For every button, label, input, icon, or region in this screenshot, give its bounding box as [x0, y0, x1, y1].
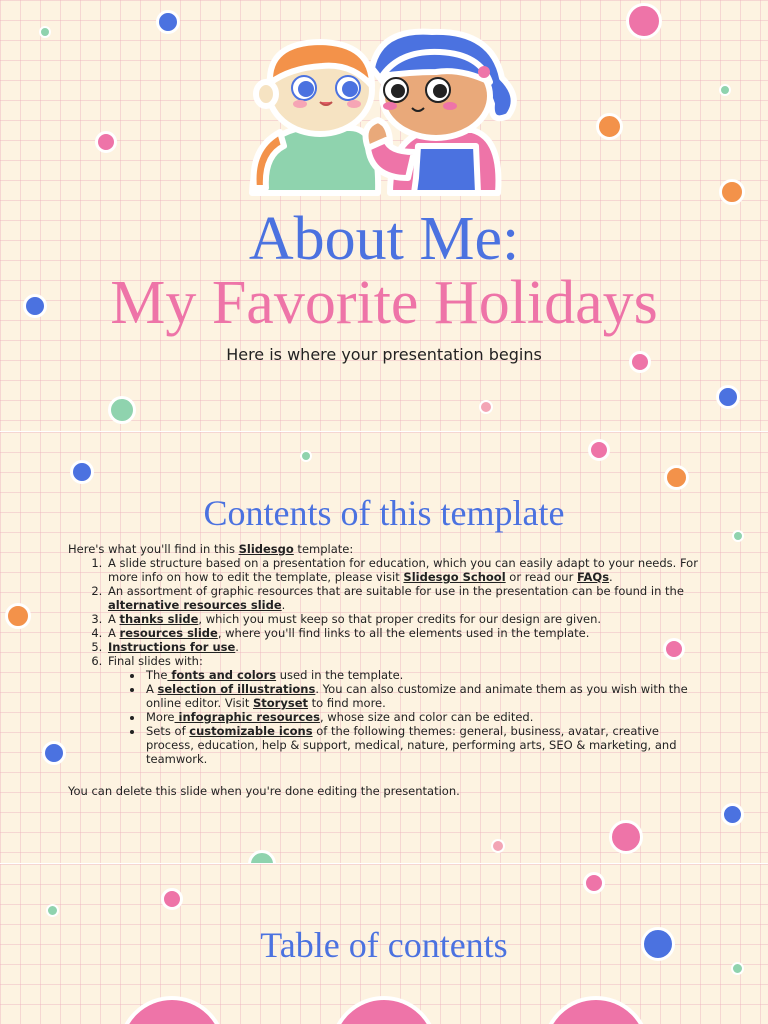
decor-dot — [719, 179, 745, 205]
decor-dot — [721, 803, 744, 826]
decor-dot — [156, 10, 180, 34]
title-line-1: About Me: — [248, 205, 520, 273]
list-item: 3. A thanks slide, which you must keep so that proper credits for our design are given. — [106, 612, 708, 626]
contents-body — [68, 542, 708, 766]
instructions-link[interactable]: Instructions for use — [108, 640, 236, 654]
sub-list-item: • The fonts and colors used in the template. — [144, 668, 708, 682]
decor-dot — [626, 3, 662, 39]
decor-dot — [108, 396, 136, 424]
decor-dot — [583, 872, 605, 894]
decor-dot — [42, 741, 66, 765]
sub-list-item: • A selection of illustrations. You can also customize and animate them as you wish with the online editor. Visit Storyset to find more. — [144, 682, 708, 710]
decor-dot — [95, 131, 117, 153]
decor-dot — [46, 904, 59, 917]
infographic-link[interactable]: infographic resources — [174, 710, 320, 724]
section-heading: Contents of this template — [203, 493, 565, 533]
subtitle: Here is where your presentation begins — [226, 345, 542, 364]
slidesgo-link[interactable]: Slidesgo — [238, 542, 294, 556]
toc-circle — [542, 996, 650, 1024]
storyset-link[interactable]: Storyset — [253, 696, 308, 710]
toc-circle — [118, 996, 226, 1024]
illustrations-link[interactable]: selection of illustrations — [157, 682, 316, 696]
toc-circle — [330, 996, 438, 1024]
decor-dot — [588, 439, 610, 461]
decor-dot — [479, 400, 493, 414]
slidesgo-school-link[interactable]: Slidesgo School — [403, 570, 506, 584]
toc-slide — [0, 864, 768, 1024]
closing-text: You can delete this slide when you're done editing the presentation. — [68, 784, 460, 798]
alternative-resources-link[interactable]: alternative resources slide — [108, 598, 282, 612]
decor-dot — [248, 850, 276, 864]
intro-text: Here's what you'll find in this Slidesgo template: — [68, 542, 354, 556]
decor-dot — [719, 84, 731, 96]
list-item: 6. Final slides with: • The fonts and colors used in the template. • A selection of illustrations. You can also customize and animate them as you wish with the online editor. Visit Storyset to find more. • More infographic resources, whose size and color can be edited. • Sets of customizable icons of the following themes: general, business, avatar, creative process, education, help & support, medical, nature, performing arts, SEO & marketing, and teamwork. — [106, 654, 708, 766]
decor-dot — [609, 820, 643, 854]
title-line-2: My Favorite Holidays — [110, 269, 658, 337]
two-kids-illustration-icon — [240, 28, 530, 198]
faqs-link[interactable]: FAQs — [576, 570, 610, 584]
decor-dot — [39, 26, 51, 38]
thanks-slide-link[interactable]: thanks slide — [119, 612, 199, 626]
list-item: 5. Instructions for use. — [106, 640, 708, 654]
decor-dot — [664, 465, 689, 490]
decor-dot — [596, 113, 623, 140]
decor-dot — [491, 839, 505, 853]
fonts-colors-link[interactable]: fonts and colors — [167, 668, 277, 682]
contents-slide — [0, 432, 768, 864]
decor-dot — [716, 385, 740, 409]
decor-dot — [161, 888, 183, 910]
decor-dot — [70, 460, 94, 484]
decor-dot — [300, 450, 312, 462]
icons-link[interactable]: customizable icons — [189, 724, 313, 738]
list-item: 2. An assortment of graphic resources that are suitable for use in the presentation can be found in the alternative resources slide. — [106, 584, 708, 612]
sub-list-item: • Sets of customizable icons of the following themes: general, business, avatar, creative process, education, help & support, medical, nature, performing arts, SEO & marketing, and teamwork. — [144, 724, 708, 766]
contents-list — [68, 556, 708, 766]
list-item: 1. A slide structure based on a presentation for education, which you can easily adapt to your needs. For more info on how to edit the template, please visit Slidesgo School or read our FAQs. — [106, 556, 708, 584]
title-slide — [0, 0, 768, 432]
section-heading: Table of contents — [260, 925, 508, 965]
decor-dot — [5, 603, 31, 629]
sub-list — [108, 668, 708, 766]
sub-list-item: • More infographic resources, whose size and color can be edited. — [144, 710, 708, 724]
resources-slide-link[interactable]: resources slide — [119, 626, 218, 640]
list-item: 4. A resources slide, where you'll find links to all the elements used in the template. — [106, 626, 708, 640]
